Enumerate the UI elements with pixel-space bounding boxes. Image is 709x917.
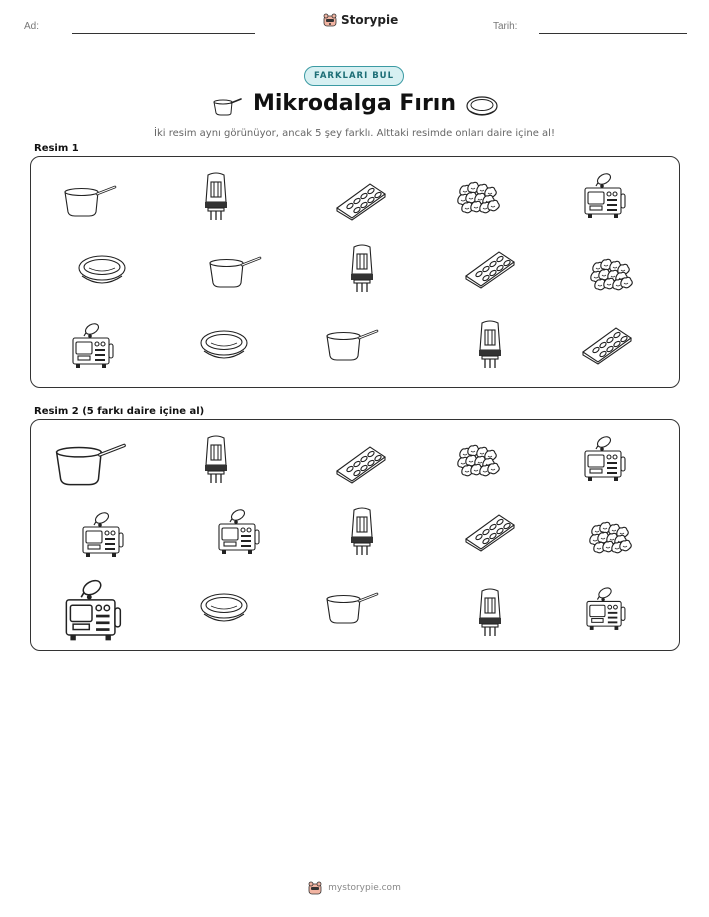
microwave-icon xyxy=(70,324,114,370)
tray-icon xyxy=(334,180,388,220)
saucepan-icon xyxy=(61,182,117,218)
tray-icon[interactable] xyxy=(334,443,388,483)
microwave-icon[interactable] xyxy=(584,588,626,632)
bowl-icon xyxy=(199,329,249,363)
brand-logo xyxy=(323,13,398,27)
section-badge: FARKLARI BUL xyxy=(304,66,404,86)
magnetron-icon xyxy=(476,320,504,370)
saucepan-icon xyxy=(323,326,379,362)
footer-url: mystorypie.com xyxy=(328,883,401,893)
picture2-panel[interactable] xyxy=(30,419,680,651)
magnetron-icon xyxy=(202,172,230,222)
magnetron-icon xyxy=(348,244,376,294)
microwave-icon[interactable] xyxy=(62,581,121,643)
bowl-icon[interactable] xyxy=(199,592,249,626)
page-title: Mikrodalga Fırın xyxy=(252,91,457,116)
magnetron-icon[interactable] xyxy=(348,507,376,557)
date-line xyxy=(539,33,687,34)
footer-mascot-icon xyxy=(308,881,322,895)
name-label: Ad: xyxy=(24,21,40,32)
picture2-label: Resim 2 (5 farkı daire içine al) xyxy=(34,406,205,417)
saucepan-icon[interactable] xyxy=(323,589,379,625)
picture1-label: Resim 1 xyxy=(34,143,79,154)
popcorn-icon xyxy=(588,257,634,293)
magnetron-icon[interactable] xyxy=(476,588,504,638)
brand-name: Storypie xyxy=(341,13,399,27)
saucepan-icon xyxy=(206,253,262,289)
tray-icon xyxy=(463,248,517,288)
popcorn-icon[interactable] xyxy=(587,520,633,556)
footer xyxy=(0,881,709,895)
picture1-panel xyxy=(30,156,680,388)
microwave-icon xyxy=(582,174,626,220)
tray-icon xyxy=(580,324,634,364)
title-bowl-icon xyxy=(466,96,498,122)
bowl-icon xyxy=(77,254,127,288)
date-label: Tarih: xyxy=(493,21,518,32)
microwave-icon[interactable] xyxy=(216,510,260,556)
tray-icon[interactable] xyxy=(463,511,517,551)
microwave-icon[interactable] xyxy=(80,513,124,559)
magnetron-icon[interactable] xyxy=(202,435,230,485)
name-line xyxy=(72,33,255,34)
saucepan-icon[interactable] xyxy=(51,439,127,488)
popcorn-icon xyxy=(455,180,501,216)
instructions: İki resim aynı görünüyor, ancak 5 şey farklı. Alttaki resimde onları daire içine al! xyxy=(154,128,555,139)
storypie-mascot-icon xyxy=(323,13,337,27)
microwave-icon[interactable] xyxy=(582,437,626,483)
popcorn-icon[interactable] xyxy=(455,443,501,479)
